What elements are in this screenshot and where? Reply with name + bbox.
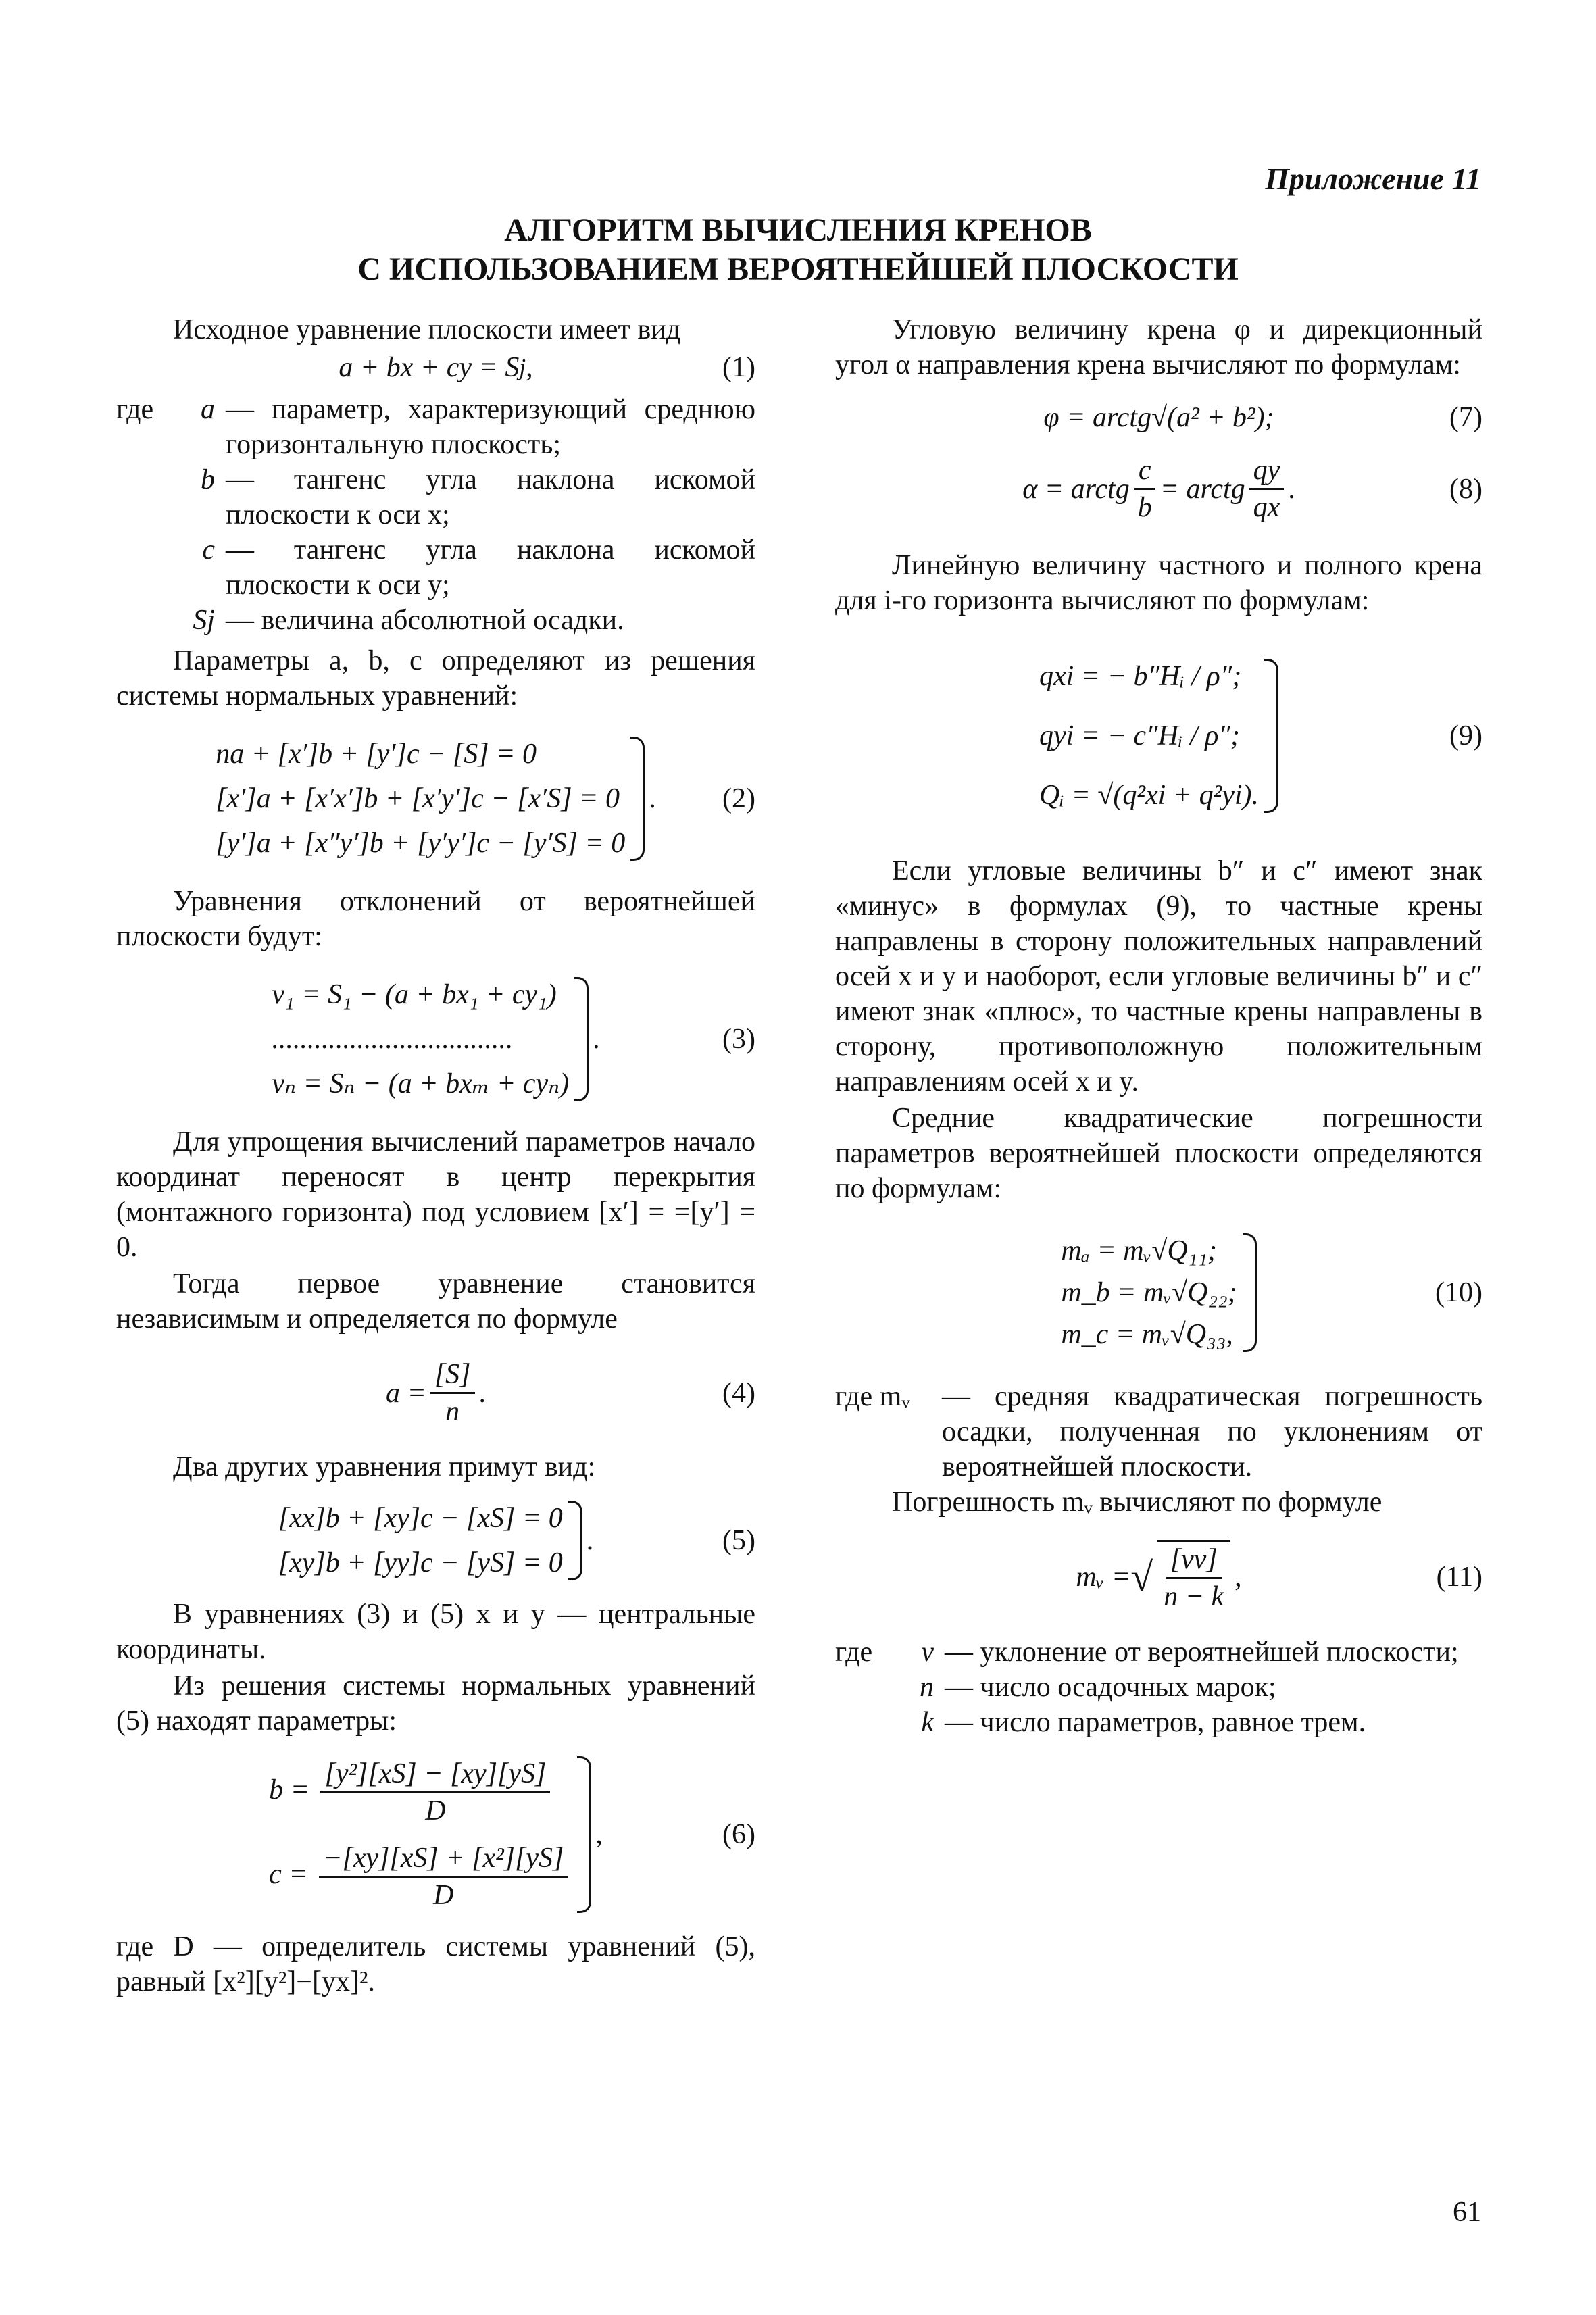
def-dash: — bbox=[945, 1707, 973, 1738]
def-lead: где bbox=[835, 1637, 873, 1668]
def-text: величина абсолютной осадки. bbox=[261, 605, 624, 636]
def-symbol: b bbox=[201, 464, 215, 495]
central-text: В уравнениях (3) и (5) x и y — центральные координаты. bbox=[116, 1599, 755, 1665]
right-brace bbox=[577, 1756, 591, 1913]
equation-3: v₁ = S₁ − (a + bx₁ + cy₁) .................................. vₙ = Sₙ − (a + bxₘ + cyₙ) . (3) bbox=[116, 977, 755, 1101]
def-lead bbox=[835, 1670, 900, 1705]
def-text: тангенс угла наклона искомой плоскости к оси y; bbox=[226, 534, 756, 601]
eq5-line-2: [xy]b + [yy]c − [yS] = 0 bbox=[278, 1547, 563, 1578]
then-text: Тогда первое уравнение становится независимым и определяется по формуле bbox=[116, 1268, 755, 1335]
def-b bbox=[116, 462, 755, 532]
def-dash: — bbox=[945, 1637, 973, 1668]
def-symbol: v bbox=[921, 1637, 934, 1668]
def-symbol: n bbox=[920, 1672, 934, 1703]
intro-text: Исходное уравнение плоскости имеет вид bbox=[173, 314, 681, 345]
equation-7 bbox=[835, 400, 1482, 435]
equation-11: mᵥ = √ $\frac{[vv]}{n - k}$ , (11) bbox=[835, 1540, 1482, 1614]
eq6-b-lhs: b = bbox=[269, 1774, 309, 1806]
eq6-b-numerator: [y²][xS] − [xy][yS] bbox=[320, 1756, 550, 1793]
eq10-line-2: m_b = mᵥ√Q₂₂; bbox=[1061, 1277, 1237, 1308]
equation-6: b = $\frac{\text{[y²][xS] − [xy][yS]}}{D}$ c = $\frac{\text{−[xy][xS] + [x²][yS]}}{D}$ , (6) bbox=[116, 1756, 755, 1913]
def-symbol: a bbox=[201, 394, 215, 425]
eq2-number: (2) bbox=[722, 783, 755, 814]
def-lead bbox=[116, 462, 181, 532]
eq8-lhs: α = arctg bbox=[1022, 473, 1130, 505]
rms-text: Средние квадратические погрешности параметров вероятнейшей плоскости определяются по формулам: bbox=[835, 1103, 1482, 1204]
equation-5: [xx]b + [xy]c − [xS] = 0 [xy]b + [yy]c − [yS] = 0 . (5) bbox=[116, 1501, 755, 1580]
eq3-number: (3) bbox=[722, 1024, 755, 1055]
right-brace bbox=[568, 1501, 582, 1580]
equation-8: α = arctg $\frac{c}{b}$ = arctg $\frac{qy}{qx}$ . (8) bbox=[835, 453, 1482, 525]
definitions-1 bbox=[116, 392, 755, 638]
eq10-line-1: mₐ = mᵥ√Q₁₁; bbox=[1061, 1235, 1217, 1266]
eq4-lhs: a = bbox=[385, 1377, 426, 1409]
mv-formula-text: Погрешность mᵥ вычисляют по формуле bbox=[892, 1487, 1382, 1518]
def-dash: — bbox=[226, 394, 254, 425]
eq2-line-3: [y′]a + [x″y′]b + [y′y′]c − [y′S] = 0 bbox=[216, 828, 626, 859]
def-lead bbox=[116, 603, 181, 638]
eq2-line-1: na + [x′]b + [y′]c − [S] = 0 bbox=[216, 739, 537, 770]
eq6-c-row bbox=[269, 1841, 572, 1913]
left-column bbox=[116, 312, 755, 2001]
eq11-lhs: mᵥ = bbox=[1076, 1562, 1131, 1593]
def-dash: — bbox=[226, 464, 254, 495]
eq10-line-3: m_c = mᵥ√Q₃₃, bbox=[1061, 1319, 1233, 1350]
eq1-tail: , bbox=[526, 352, 533, 383]
def-text: уклонение от вероятнейшей плоскости; bbox=[980, 1637, 1459, 1668]
page-number: 61 bbox=[1453, 2197, 1481, 2228]
eq3-line-2: .................................. bbox=[272, 1024, 514, 1055]
eq3-line-1: v₁ = S₁ − (a + bx₁ + cy₁) bbox=[272, 979, 557, 1010]
right-column bbox=[835, 312, 1482, 1745]
def-lead bbox=[835, 1705, 900, 1740]
def-lead: где bbox=[116, 394, 154, 425]
def-text: тангенс угла наклона искомой плоскости к оси x; bbox=[226, 464, 756, 530]
right-brace bbox=[1243, 1233, 1257, 1352]
linear-text: Линейную величину частного и полного крена для i-го горизонта вычисляют по формулам: bbox=[835, 550, 1482, 616]
eq4-denominator: n bbox=[445, 1396, 460, 1427]
eq6-number: (6) bbox=[722, 1819, 755, 1850]
eq9-number: (9) bbox=[1449, 720, 1482, 751]
eq11-denominator: n − k bbox=[1164, 1581, 1224, 1612]
def-v bbox=[835, 1635, 1482, 1670]
eq6-b-denominator: D bbox=[425, 1795, 446, 1826]
title-line-2: С ИСПОЛЬЗОВАНИЕМ ВЕРОЯТНЕЙШЕЙ ПЛОСКОСТИ bbox=[357, 251, 1239, 287]
def-text: число осадочных марок; bbox=[980, 1672, 1276, 1703]
title-line-1: АЛГОРИТМ ВЫЧИСЛЕНИЯ КРЕНОВ bbox=[504, 212, 1092, 248]
def-sj bbox=[116, 603, 755, 638]
simplify-text: Для упрощения вычислений параметров начало координат переносят в центр перекрытия (монтажного горизонта) под условием [x′] = =[y′] = 0. bbox=[116, 1126, 755, 1263]
where-d-text: где D — определитель системы уравнений (5), равный [x²][y²]−[yx]². bbox=[116, 1931, 755, 1997]
right-brace bbox=[630, 737, 645, 861]
eq6-c-denominator: D bbox=[433, 1880, 454, 1911]
def-dash: — bbox=[226, 605, 254, 636]
eq8-frac2-den: qx bbox=[1253, 492, 1280, 523]
eq7-body: φ = arctg√(a² + b²); bbox=[1043, 402, 1274, 433]
deviations-text: Уравнения отклонений от вероятнейшей плоскости будут: bbox=[116, 886, 755, 952]
def-n bbox=[835, 1670, 1482, 1705]
def-c bbox=[116, 532, 755, 603]
equation-10 bbox=[835, 1233, 1482, 1352]
right-brace bbox=[1264, 659, 1278, 813]
eq8-mid: = arctg bbox=[1159, 473, 1245, 505]
eq1-number: (1) bbox=[722, 352, 755, 383]
eq9-line-3: Qᵢ = √(q²xi + q²yi). bbox=[1039, 780, 1259, 811]
page-title bbox=[0, 211, 1596, 289]
def-a bbox=[116, 392, 755, 462]
eq11-number: (11) bbox=[1436, 1562, 1482, 1593]
eq1-sub: j bbox=[519, 354, 526, 380]
equation-9 bbox=[835, 659, 1482, 813]
def-text: число параметров, равное трем. bbox=[980, 1707, 1366, 1738]
appendix-label: Приложение 11 bbox=[1265, 161, 1481, 196]
eq2-line-2: [x′]a + [x′x′]b + [x′y′]c − [x′S] = 0 bbox=[216, 783, 620, 814]
eq3-line-3: vₙ = Sₙ − (a + bxₘ + cyₙ) bbox=[272, 1068, 570, 1099]
right-brace bbox=[574, 977, 589, 1101]
solve-text: Из решения системы нормальных уравнений (5) находят параметры: bbox=[116, 1670, 755, 1737]
angular-text: Угловую величину крена φ и дирекционный угол α направления крена вычисляют по формулам: bbox=[835, 314, 1482, 380]
eq6-b-row bbox=[269, 1756, 572, 1828]
mv-def-text: — средняя квадратическая погрешность осадки, полученная по уклонениям от вероятнейшей плоскости. bbox=[942, 1381, 1482, 1483]
equation-1 bbox=[116, 350, 755, 385]
equation-4: a = $\frac{[S]}{n}$ . (4) bbox=[116, 1357, 755, 1429]
eq11-numerator: [vv] bbox=[1166, 1542, 1222, 1579]
eq8-frac1-den: b bbox=[1137, 492, 1152, 523]
def-symbol: Sj bbox=[193, 605, 215, 636]
eq10-number: (10) bbox=[1435, 1277, 1482, 1308]
eq9-line-1: qxi = − b″Hᵢ / ρ″; bbox=[1039, 661, 1242, 692]
signs-text: Если угловые величины b″ и c″ имеют знак «минус» в формулах (9), то частные крены направлены в сторону положительных направлений осей x и y и наоборот, если угловые величины b″ и c″ имеют знак «плюс», то частные крены направлены в сторону, противоположную положительным направлениям осей x и y. bbox=[835, 855, 1482, 1097]
def-symbol: c bbox=[202, 534, 215, 566]
eq6-c-lhs: c = bbox=[269, 1859, 308, 1891]
params-text: Параметры a, b, c определяют из решения системы нормальных уравнений: bbox=[116, 645, 755, 712]
eq4-number: (4) bbox=[722, 1377, 755, 1409]
two-eq-text: Два других уравнения примут вид: bbox=[173, 1451, 596, 1483]
def-text: параметр, характеризующий среднюю горизонтальную плоскость; bbox=[226, 394, 756, 460]
eq4-fraction bbox=[430, 1357, 475, 1429]
equation-2: na + [x′]b + [y′]c − [S] = 0 [x′]a + [x′x′]b + [x′y′]c − [x′S] = 0 [y′]a + [x″y′]b + [y′y′]c − [y′S] = 0 . (2) bbox=[116, 737, 755, 861]
mv-def-lead: где mᵥ bbox=[835, 1381, 910, 1412]
eq4-numerator: [S] bbox=[430, 1357, 475, 1394]
def-dash: — bbox=[226, 534, 254, 566]
def-k bbox=[835, 1705, 1482, 1740]
def-lead bbox=[116, 532, 181, 603]
eq8-number: (8) bbox=[1449, 473, 1482, 505]
eq8-frac1-num: c bbox=[1134, 453, 1155, 490]
eq8-frac2-num: qy bbox=[1249, 453, 1285, 490]
definitions-2 bbox=[835, 1635, 1482, 1740]
eq9-line-2: qyi = − c″Hᵢ / ρ″; bbox=[1039, 720, 1240, 751]
def-dash: — bbox=[945, 1672, 973, 1703]
eq7-number: (7) bbox=[1449, 402, 1482, 433]
eq5-number: (5) bbox=[722, 1525, 755, 1556]
eq6-c-numerator: −[xy][xS] + [x²][yS] bbox=[319, 1841, 568, 1878]
eq11-tail: , bbox=[1235, 1562, 1242, 1593]
def-symbol: k bbox=[921, 1707, 934, 1738]
eq5-line-1: [xx]b + [xy]c − [xS] = 0 bbox=[278, 1503, 563, 1534]
mv-definition bbox=[835, 1379, 1482, 1485]
eq1-body: a + bx + cy = S bbox=[339, 352, 520, 383]
